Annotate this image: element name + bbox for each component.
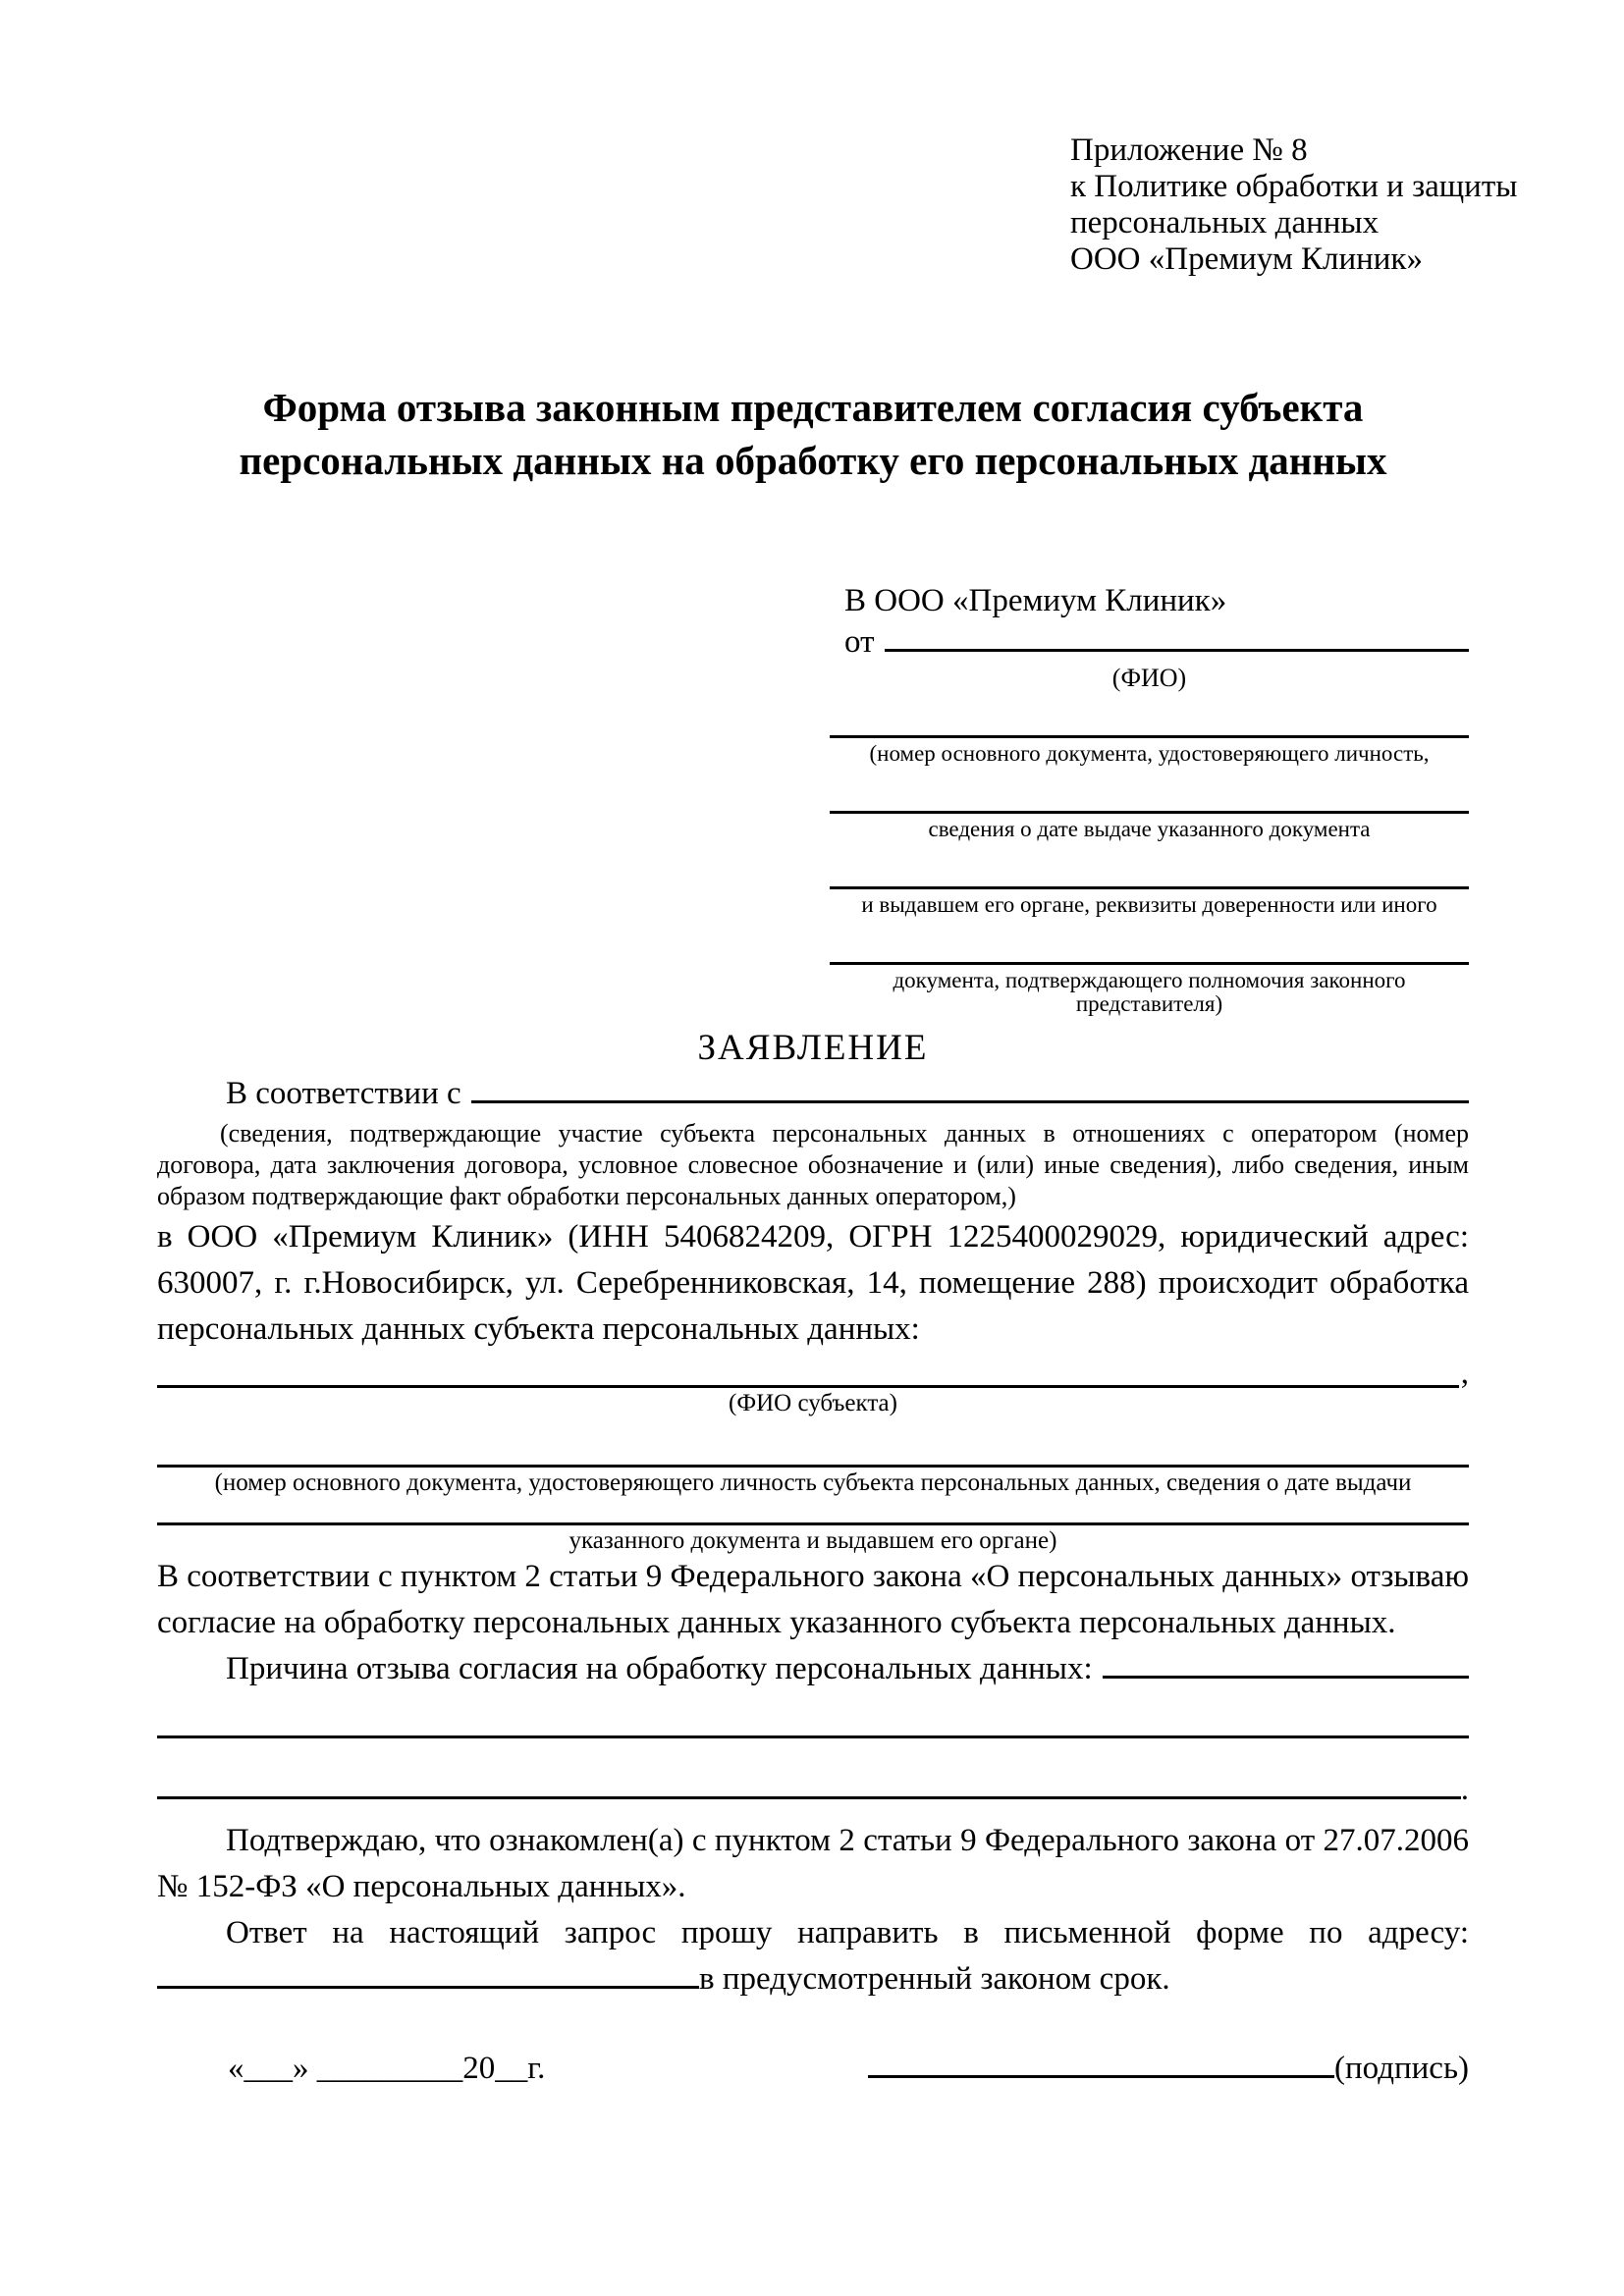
footer-row [157, 2046, 1469, 2092]
basis-field [471, 1100, 1469, 1103]
acknowledgement-paragraph: Подтверждаю, что ознакомлен(а) с пунктом 2 статьи 9 Федерального закона от 27.07.2006 № 152-ФЗ «О персональных данных». [157, 1823, 1469, 1904]
reason-label: Причина отзыва согласия на обработку персональных данных: [226, 1651, 1093, 1686]
statement-heading: ЗАЯВЛЕНИЕ [697, 1028, 929, 1068]
subject-fio-field [157, 1385, 1459, 1388]
from-label: от [844, 624, 875, 660]
period-suffix: . [1460, 1772, 1469, 1807]
subject-doc-caption-line1: (номер основного документа, удостоверяющего личность субъекта персональных данных, сведения о дате выдачи [214, 1469, 1412, 1496]
header-line: Приложение № 8 [1070, 133, 1308, 168]
subject-fio-row [157, 1353, 1469, 1391]
reason-row [157, 1646, 1469, 1692]
doc-number-field [830, 690, 1469, 738]
signature-group [868, 2046, 1469, 2092]
addressee-org: В ООО «Премиум Клиник» [844, 583, 1227, 618]
basis-note: (сведения, подтверждающие участие субъекта персональных данных в отношениях с оператором (номер договора, дата заключения договора, условное словесное обозначение и (или) иные сведения), либо сведения, иным образом подтверждающие факт обработки персональных данных оператором,) [157, 1119, 1469, 1210]
reply-text: Ответ на настоящий запрос прошу направить в письменной форме по адресу: [226, 1915, 1469, 1950]
subject-doc-field-2 [157, 1522, 1469, 1525]
reason-field-line-3-rule [157, 1796, 1461, 1799]
reason-field [1103, 1676, 1469, 1679]
issue-date-field [830, 766, 1469, 814]
reply-suffix: в предусмотренный законом срок. [699, 1961, 1170, 1997]
authority-doc-field [830, 917, 1469, 965]
fio-caption: (ФИО) [1111, 664, 1187, 692]
subject-doc-caption-line2: указанного документа и выдавшем его органе) [568, 1527, 1057, 1554]
document-title: Форма отзыва законным представителем согласия субъекта персональных данных на обработку его персональных данных [239, 385, 1387, 483]
comma-suffix: , [1460, 1356, 1469, 1391]
header-line: персональных данных [1070, 205, 1380, 240]
from-fio-field [885, 649, 1470, 652]
subject-fio-caption: (ФИО субъекта) [729, 1390, 897, 1416]
signature-caption: (подпись) [1334, 2051, 1469, 2086]
subject-doc-row [157, 1416, 1469, 1468]
issuing-authority-caption: и выдавшем его органе, реквизиты доверенности или иного [861, 892, 1437, 917]
reason-field-line-3 [157, 1772, 1469, 1808]
subject-doc-field [157, 1465, 1469, 1468]
basis-label: В соответствии с [226, 1076, 461, 1111]
operator-paragraph: в ООО «Премиум Клиник» (ИНН 5406824209, ОГРН 1225400029029, юридический адрес: 630007, г. г.Новосибирск, ул. Серебренниковская, 14, помещение 288) происходит обработка персональных данных субъекта персональных данных: [157, 1219, 1469, 1347]
header-line: к Политике обработки и защиты [1070, 169, 1518, 204]
basis-row [157, 1071, 1469, 1116]
subject-doc-row-2 [157, 1496, 1469, 1525]
issuing-authority-field [830, 841, 1469, 889]
reply-address-field [157, 1986, 699, 1989]
representative-authority-caption: документа, подтверждающего полномочия законного представителя) [893, 968, 1406, 1016]
header-line: ООО «Премиум Клиник» [1070, 241, 1423, 277]
addressee-block [830, 580, 1469, 1016]
appendix-header [1070, 133, 1518, 278]
issue-date-caption: сведения о дате выдаче указанного документа [928, 817, 1371, 841]
doc-number-caption: (номер основного документа, удостоверяющего личность, [869, 741, 1430, 766]
date-line: «___» _________20__г. [228, 2051, 546, 2086]
signature-field [868, 2075, 1334, 2078]
withdrawal-paragraph: В соответствии с пунктом 2 статьи 9 Федерального закона «О персональных данных» отзываю согласие на обработку персональных данных указанного субъекта персональных данных. [157, 1559, 1469, 1640]
reason-field-line-2 [157, 1735, 1469, 1738]
from-row [830, 621, 1469, 663]
reply-paragraph [157, 1910, 1469, 2002]
